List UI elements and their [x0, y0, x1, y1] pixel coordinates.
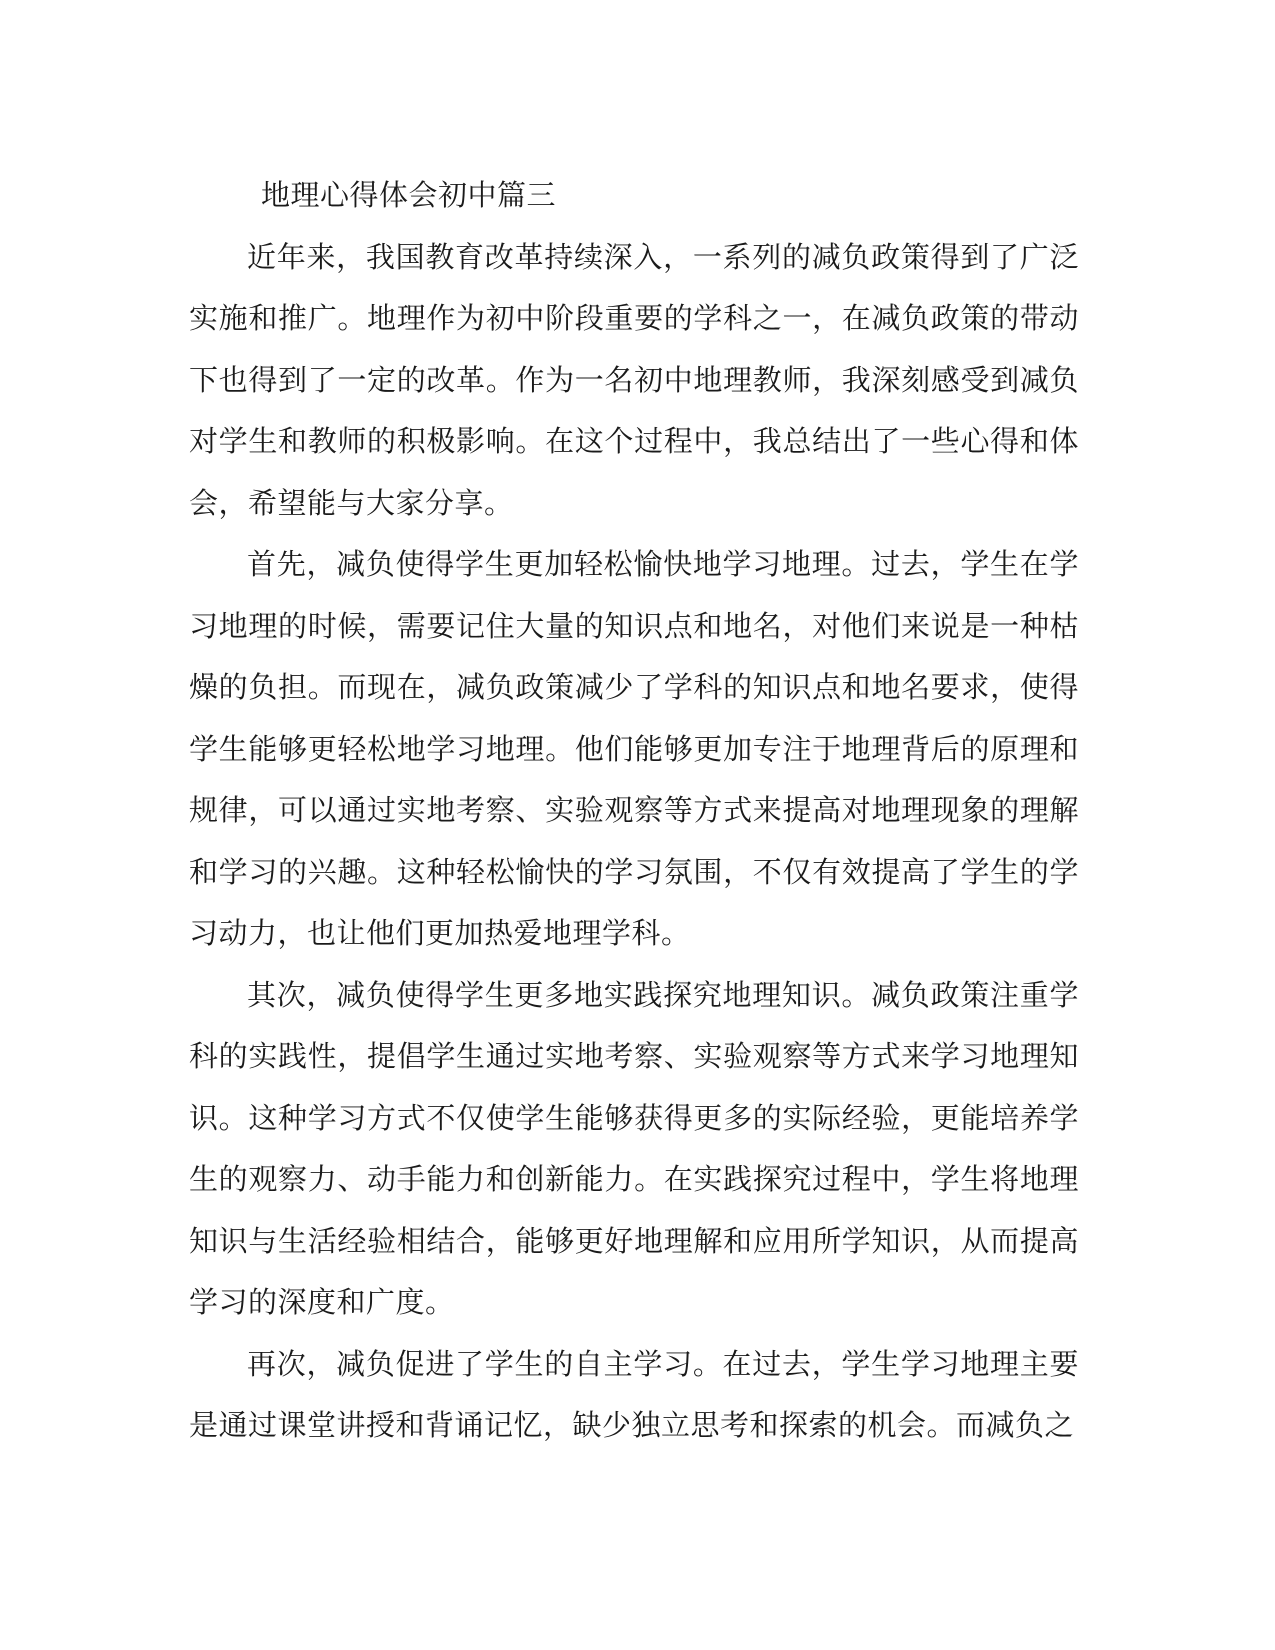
document-title: 地理心得体会初中篇三: [261, 178, 557, 212]
document-body: [189, 165, 1079, 1457]
paragraph-third-point: 再次，减负促进了学生的自主学习。在过去，学生学习地理主要是通过课堂讲授和背诵记忆，缺少独立思考和探索的机会。而减负之: [189, 1346, 1079, 1442]
paragraph-first-point: 首先，减负使得学生更加轻松愉快地学习地理。过去，学生在学习地理的时候，需要记住大量的知识点和地名，对他们来说是一种枯燥的负担。而现在，减负政策减少了学科的知识点和地名要求，使得学生能够更轻松地学习地理。他们能够更加专注于地理背后的原理和规律，可以通过实地考察、实验观察等方式来提高对地理现象的理解和学习的兴趣。这种轻松愉快的学习氛围，不仅有效提高了学生的学习动力，也让他们更加热爱地理学科。: [189, 547, 1079, 950]
paragraph-second-point: 其次，减负使得学生更多地实践探究地理知识。减负政策注重学科的实践性，提倡学生通过实地考察、实验观察等方式来学习地理知识。这种学习方式不仅使学生能够获得更多的实际经验，更能培养学生的观察力、动手能力和创新能力。在实践探究过程中，学生将地理知识与生活经验相结合，能够更好地理解和应用所学知识，从而提高学习的深度和广度。: [189, 977, 1079, 1319]
paragraph-intro: 近年来，我国教育改革持续深入，一系列的减负政策得到了广泛实施和推广。地理作为初中阶段重要的学科之一，在减负政策的带动下也得到了一定的改革。作为一名初中地理教师，我深刻感受到减负对学生和教师的积极影响。在这个过程中，我总结出了一些心得和体会，希望能与大家分享。: [189, 239, 1079, 520]
